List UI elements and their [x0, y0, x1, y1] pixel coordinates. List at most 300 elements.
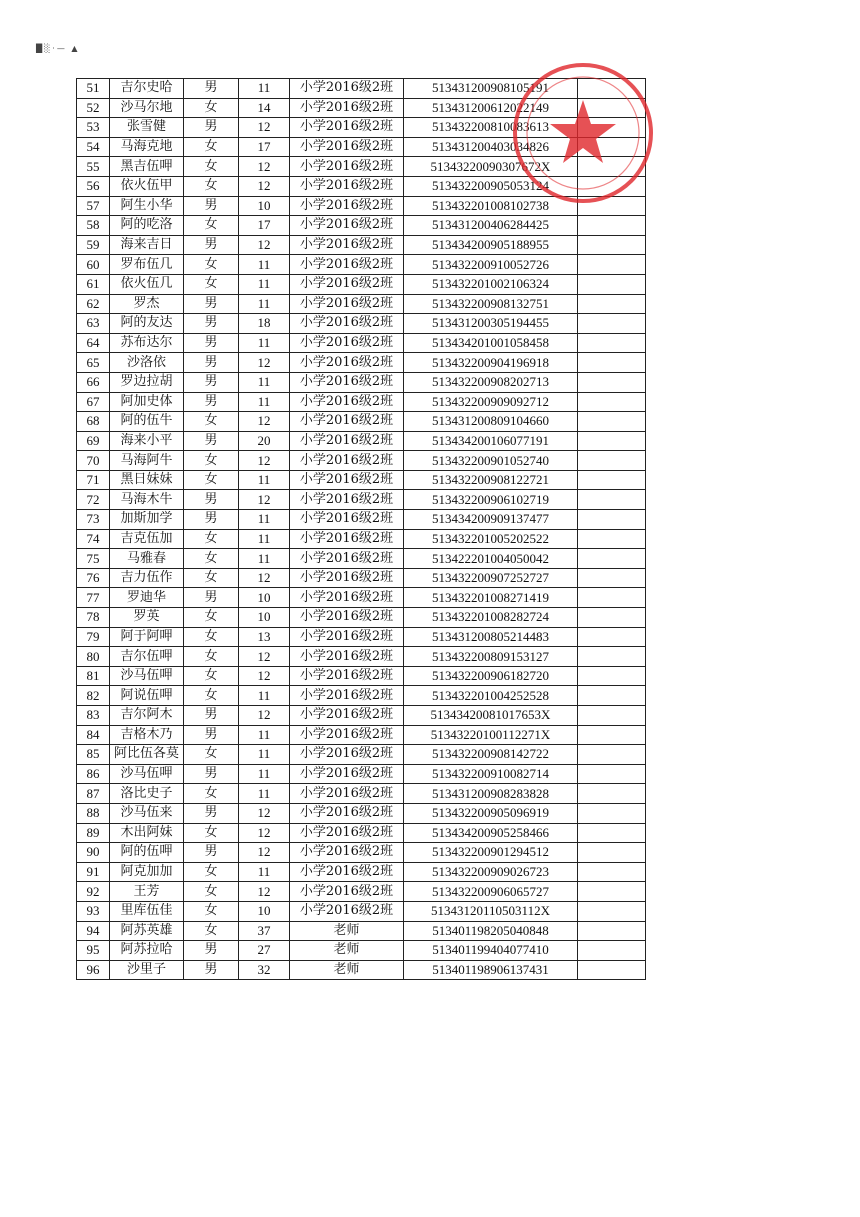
- row-number-cell: 63: [77, 314, 110, 334]
- age-cell: 12: [239, 647, 290, 667]
- row-number-cell: 62: [77, 294, 110, 314]
- row-number-cell: 91: [77, 862, 110, 882]
- student-name-cell: 罗边拉胡: [110, 372, 184, 392]
- age-cell: 12: [239, 118, 290, 138]
- table-row: [77, 274, 646, 294]
- age-cell: 11: [239, 549, 290, 569]
- gender-cell: 男: [184, 314, 239, 334]
- class-name-cell: 小学2016级2班: [290, 510, 404, 530]
- age-cell: 11: [239, 764, 290, 784]
- table-row: [77, 686, 646, 706]
- row-number-cell: 73: [77, 510, 110, 530]
- remarks-cell: [578, 647, 646, 667]
- row-number-cell: 92: [77, 882, 110, 902]
- row-number-cell: 60: [77, 255, 110, 275]
- id-number-cell: 513432200904196918: [404, 353, 578, 373]
- row-number-cell: 52: [77, 98, 110, 118]
- remarks-cell: [578, 686, 646, 706]
- gender-cell: 男: [184, 941, 239, 961]
- id-number-cell: 513432201008271419: [404, 588, 578, 608]
- table-row: [77, 862, 646, 882]
- table-row: [77, 98, 646, 118]
- remarks-cell: [578, 274, 646, 294]
- table-row: [77, 549, 646, 569]
- student-name-cell: 罗杰: [110, 294, 184, 314]
- student-name-cell: 沙洛依: [110, 353, 184, 373]
- gender-cell: 女: [184, 627, 239, 647]
- id-number-cell: 513432200909026723: [404, 862, 578, 882]
- age-cell: 10: [239, 901, 290, 921]
- class-name-cell: 小学2016级2班: [290, 98, 404, 118]
- remarks-cell: [578, 882, 646, 902]
- class-name-cell: 老师: [290, 921, 404, 941]
- table-row: [77, 843, 646, 863]
- student-name-cell: 王芳: [110, 882, 184, 902]
- gender-cell: 女: [184, 98, 239, 118]
- remarks-cell: [578, 451, 646, 471]
- class-name-cell: 小学2016级2班: [290, 823, 404, 843]
- gender-cell: 男: [184, 392, 239, 412]
- age-cell: 10: [239, 196, 290, 216]
- id-number-cell: 513434200905258466: [404, 823, 578, 843]
- remarks-cell: [578, 666, 646, 686]
- row-number-cell: 87: [77, 784, 110, 804]
- table-row: [77, 960, 646, 980]
- row-number-cell: 75: [77, 549, 110, 569]
- gender-cell: 女: [184, 470, 239, 490]
- table-row: [77, 666, 646, 686]
- gender-cell: 女: [184, 686, 239, 706]
- remarks-cell: [578, 862, 646, 882]
- row-number-cell: 77: [77, 588, 110, 608]
- gender-cell: 男: [184, 803, 239, 823]
- row-number-cell: 58: [77, 216, 110, 236]
- id-number-cell: 513432200809153127: [404, 647, 578, 667]
- table-row: [77, 157, 646, 177]
- student-name-cell: 阿的伍牛: [110, 412, 184, 432]
- remarks-cell: [578, 157, 646, 177]
- student-name-cell: 吉格木乃: [110, 725, 184, 745]
- id-number-cell: 51343420081017653X: [404, 706, 578, 726]
- remarks-cell: [578, 294, 646, 314]
- class-name-cell: 小学2016级2班: [290, 333, 404, 353]
- gender-cell: 女: [184, 745, 239, 765]
- id-number-cell: 513432200901052740: [404, 451, 578, 471]
- age-cell: 11: [239, 333, 290, 353]
- age-cell: 11: [239, 862, 290, 882]
- row-number-cell: 81: [77, 666, 110, 686]
- remarks-cell: [578, 353, 646, 373]
- gender-cell: 女: [184, 608, 239, 628]
- age-cell: 12: [239, 706, 290, 726]
- row-number-cell: 79: [77, 627, 110, 647]
- remarks-cell: [578, 137, 646, 157]
- table-row: [77, 294, 646, 314]
- class-name-cell: 小学2016级2班: [290, 137, 404, 157]
- id-number-cell: 513431200908105191: [404, 79, 578, 99]
- age-cell: 32: [239, 960, 290, 980]
- id-number-cell: 513401198906137431: [404, 960, 578, 980]
- age-cell: 11: [239, 745, 290, 765]
- age-cell: 12: [239, 490, 290, 510]
- student-name-cell: 阿说伍呷: [110, 686, 184, 706]
- student-name-cell: 罗英: [110, 608, 184, 628]
- student-name-cell: 吉尔伍呷: [110, 647, 184, 667]
- id-number-cell: 513432200906102719: [404, 490, 578, 510]
- gender-cell: 女: [184, 666, 239, 686]
- gender-cell: 女: [184, 255, 239, 275]
- id-number-cell: 513432200910082714: [404, 764, 578, 784]
- student-name-cell: 依火伍甲: [110, 176, 184, 196]
- row-number-cell: 89: [77, 823, 110, 843]
- class-name-cell: 小学2016级2班: [290, 372, 404, 392]
- table-row: [77, 490, 646, 510]
- table-row: [77, 255, 646, 275]
- student-name-cell: 苏布达尔: [110, 333, 184, 353]
- row-number-cell: 70: [77, 451, 110, 471]
- remarks-cell: [578, 588, 646, 608]
- student-name-cell: 沙马伍呷: [110, 666, 184, 686]
- gender-cell: 女: [184, 529, 239, 549]
- age-cell: 12: [239, 568, 290, 588]
- row-number-cell: 56: [77, 176, 110, 196]
- table-row: [77, 470, 646, 490]
- age-cell: 11: [239, 372, 290, 392]
- id-number-cell: 513431200305194455: [404, 314, 578, 334]
- age-cell: 11: [239, 470, 290, 490]
- student-name-cell: 阿的友达: [110, 314, 184, 334]
- id-number-cell: 513401198205040848: [404, 921, 578, 941]
- age-cell: 12: [239, 353, 290, 373]
- age-cell: 11: [239, 79, 290, 99]
- class-name-cell: 老师: [290, 941, 404, 961]
- remarks-cell: [578, 608, 646, 628]
- row-number-cell: 59: [77, 235, 110, 255]
- class-name-cell: 小学2016级2班: [290, 568, 404, 588]
- remarks-cell: [578, 960, 646, 980]
- row-number-cell: 84: [77, 725, 110, 745]
- class-name-cell: 小学2016级2班: [290, 196, 404, 216]
- age-cell: 11: [239, 255, 290, 275]
- id-number-cell: 513432201008102738: [404, 196, 578, 216]
- remarks-cell: [578, 510, 646, 530]
- gender-cell: 女: [184, 274, 239, 294]
- age-cell: 17: [239, 216, 290, 236]
- id-number-cell: 513434200909137477: [404, 510, 578, 530]
- student-name-cell: 马海阿牛: [110, 451, 184, 471]
- student-name-cell: 罗迪华: [110, 588, 184, 608]
- row-number-cell: 61: [77, 274, 110, 294]
- id-number-cell: 513401199404077410: [404, 941, 578, 961]
- table-row: [77, 764, 646, 784]
- class-name-cell: 小学2016级2班: [290, 431, 404, 451]
- age-cell: 12: [239, 176, 290, 196]
- id-number-cell: 513431200406284425: [404, 216, 578, 236]
- class-name-cell: 小学2016级2班: [290, 803, 404, 823]
- class-name-cell: 小学2016级2班: [290, 706, 404, 726]
- row-number-cell: 69: [77, 431, 110, 451]
- row-number-cell: 88: [77, 803, 110, 823]
- student-name-cell: 马海木牛: [110, 490, 184, 510]
- age-cell: 12: [239, 803, 290, 823]
- remarks-cell: [578, 490, 646, 510]
- table-row: [77, 510, 646, 530]
- gender-cell: 女: [184, 901, 239, 921]
- remarks-cell: [578, 745, 646, 765]
- class-name-cell: 小学2016级2班: [290, 862, 404, 882]
- gender-cell: 男: [184, 333, 239, 353]
- table-row: [77, 706, 646, 726]
- row-number-cell: 66: [77, 372, 110, 392]
- age-cell: 12: [239, 412, 290, 432]
- class-name-cell: 小学2016级2班: [290, 549, 404, 569]
- remarks-cell: [578, 823, 646, 843]
- age-cell: 11: [239, 510, 290, 530]
- student-name-cell: 黑吉伍呷: [110, 157, 184, 177]
- class-name-cell: 小学2016级2班: [290, 392, 404, 412]
- remarks-cell: [578, 216, 646, 236]
- gender-cell: 女: [184, 823, 239, 843]
- class-name-cell: 小学2016级2班: [290, 470, 404, 490]
- row-number-cell: 64: [77, 333, 110, 353]
- table-row: [77, 745, 646, 765]
- row-number-cell: 55: [77, 157, 110, 177]
- student-name-cell: 黑日妹妹: [110, 470, 184, 490]
- table-row: [77, 176, 646, 196]
- student-name-cell: 吉力伍作: [110, 568, 184, 588]
- student-roster-table: [76, 78, 646, 980]
- table-row: [77, 901, 646, 921]
- table-row: [77, 314, 646, 334]
- gender-cell: 女: [184, 216, 239, 236]
- gender-cell: 男: [184, 725, 239, 745]
- student-name-cell: 罗布伍几: [110, 255, 184, 275]
- gender-cell: 女: [184, 784, 239, 804]
- row-number-cell: 78: [77, 608, 110, 628]
- row-number-cell: 51: [77, 79, 110, 99]
- table-row: [77, 79, 646, 99]
- id-number-cell: 513434201001058458: [404, 333, 578, 353]
- gender-cell: 男: [184, 118, 239, 138]
- remarks-cell: [578, 333, 646, 353]
- roster-body: [77, 79, 646, 980]
- remarks-cell: [578, 372, 646, 392]
- gender-cell: 女: [184, 921, 239, 941]
- student-name-cell: 阿苏英雄: [110, 921, 184, 941]
- table-row: [77, 608, 646, 628]
- gender-cell: 男: [184, 431, 239, 451]
- gender-cell: 女: [184, 882, 239, 902]
- remarks-cell: [578, 568, 646, 588]
- remarks-cell: [578, 784, 646, 804]
- student-name-cell: 海来吉日: [110, 235, 184, 255]
- id-number-cell: 513432200908202713: [404, 372, 578, 392]
- age-cell: 11: [239, 725, 290, 745]
- row-number-cell: 96: [77, 960, 110, 980]
- table-row: [77, 803, 646, 823]
- class-name-cell: 小学2016级2班: [290, 451, 404, 471]
- id-number-cell: 513432200908132751: [404, 294, 578, 314]
- id-number-cell: 513432200906065727: [404, 882, 578, 902]
- table-row: [77, 216, 646, 236]
- remarks-cell: [578, 901, 646, 921]
- remarks-cell: [578, 392, 646, 412]
- remarks-cell: [578, 314, 646, 334]
- table-row: [77, 333, 646, 353]
- row-number-cell: 76: [77, 568, 110, 588]
- row-number-cell: 65: [77, 353, 110, 373]
- remarks-cell: [578, 470, 646, 490]
- gender-cell: 女: [184, 157, 239, 177]
- gender-cell: 女: [184, 549, 239, 569]
- student-name-cell: 洛比史子: [110, 784, 184, 804]
- class-name-cell: 小学2016级2班: [290, 588, 404, 608]
- remarks-cell: [578, 764, 646, 784]
- class-name-cell: 小学2016级2班: [290, 725, 404, 745]
- class-name-cell: 小学2016级2班: [290, 666, 404, 686]
- class-name-cell: 小学2016级2班: [290, 901, 404, 921]
- table-row: [77, 784, 646, 804]
- class-name-cell: 小学2016级2班: [290, 764, 404, 784]
- class-name-cell: 小学2016级2班: [290, 647, 404, 667]
- gender-cell: 男: [184, 235, 239, 255]
- remarks-cell: [578, 803, 646, 823]
- gender-cell: 男: [184, 490, 239, 510]
- class-name-cell: 小学2016级2班: [290, 235, 404, 255]
- class-name-cell: 小学2016级2班: [290, 745, 404, 765]
- class-name-cell: 小学2016级2班: [290, 157, 404, 177]
- remarks-cell: [578, 431, 646, 451]
- class-name-cell: 小学2016级2班: [290, 412, 404, 432]
- age-cell: 12: [239, 666, 290, 686]
- table-row: [77, 196, 646, 216]
- gender-cell: 女: [184, 647, 239, 667]
- id-number-cell: 513432201004252528: [404, 686, 578, 706]
- age-cell: 12: [239, 235, 290, 255]
- row-number-cell: 68: [77, 412, 110, 432]
- remarks-cell: [578, 921, 646, 941]
- student-name-cell: 沙马伍呷: [110, 764, 184, 784]
- class-name-cell: 小学2016级2班: [290, 529, 404, 549]
- id-number-cell: 513431200908283828: [404, 784, 578, 804]
- class-name-cell: 小学2016级2班: [290, 216, 404, 236]
- table-row: [77, 529, 646, 549]
- row-number-cell: 94: [77, 921, 110, 941]
- student-name-cell: 阿加史体: [110, 392, 184, 412]
- table-row: [77, 392, 646, 412]
- student-name-cell: 吉尔史哈: [110, 79, 184, 99]
- id-number-cell: 513431200403034826: [404, 137, 578, 157]
- remarks-cell: [578, 627, 646, 647]
- student-name-cell: 阿生小华: [110, 196, 184, 216]
- id-number-cell: 513431200809104660: [404, 412, 578, 432]
- id-number-cell: 513432200910052726: [404, 255, 578, 275]
- table-row: [77, 451, 646, 471]
- age-cell: 12: [239, 157, 290, 177]
- class-name-cell: 小学2016级2班: [290, 627, 404, 647]
- id-number-cell: 513432200810083613: [404, 118, 578, 138]
- row-number-cell: 85: [77, 745, 110, 765]
- row-number-cell: 95: [77, 941, 110, 961]
- gender-cell: 男: [184, 588, 239, 608]
- age-cell: 11: [239, 294, 290, 314]
- row-number-cell: 57: [77, 196, 110, 216]
- id-number-cell: 513432200909092712: [404, 392, 578, 412]
- remarks-cell: [578, 98, 646, 118]
- student-name-cell: 依火伍几: [110, 274, 184, 294]
- remarks-cell: [578, 529, 646, 549]
- age-cell: 11: [239, 784, 290, 804]
- age-cell: 17: [239, 137, 290, 157]
- class-name-cell: 小学2016级2班: [290, 784, 404, 804]
- row-number-cell: 93: [77, 901, 110, 921]
- age-cell: 11: [239, 392, 290, 412]
- remarks-cell: [578, 706, 646, 726]
- student-name-cell: 海来小平: [110, 431, 184, 451]
- student-name-cell: 沙马伍来: [110, 803, 184, 823]
- student-name-cell: 阿的吃洛: [110, 216, 184, 236]
- row-number-cell: 86: [77, 764, 110, 784]
- student-name-cell: 阿于阿呷: [110, 627, 184, 647]
- table-row: [77, 588, 646, 608]
- row-number-cell: 82: [77, 686, 110, 706]
- id-number-cell: 513432200901294512: [404, 843, 578, 863]
- class-name-cell: 小学2016级2班: [290, 255, 404, 275]
- table-row: [77, 235, 646, 255]
- class-name-cell: 小学2016级2班: [290, 314, 404, 334]
- class-name-cell: 小学2016级2班: [290, 608, 404, 628]
- gender-cell: 女: [184, 412, 239, 432]
- student-name-cell: 吉尔阿木: [110, 706, 184, 726]
- gender-cell: 男: [184, 196, 239, 216]
- remarks-cell: [578, 176, 646, 196]
- student-name-cell: 张雪健: [110, 118, 184, 138]
- student-name-cell: 马雅春: [110, 549, 184, 569]
- remarks-cell: [578, 412, 646, 432]
- gender-cell: 男: [184, 294, 239, 314]
- id-number-cell: 513434200106077191: [404, 431, 578, 451]
- table-row: [77, 823, 646, 843]
- table-row: [77, 627, 646, 647]
- age-cell: 27: [239, 941, 290, 961]
- class-name-cell: 小学2016级2班: [290, 294, 404, 314]
- student-name-cell: 阿比伍各莫: [110, 745, 184, 765]
- row-number-cell: 53: [77, 118, 110, 138]
- age-cell: 12: [239, 823, 290, 843]
- age-cell: 12: [239, 843, 290, 863]
- table-row: [77, 921, 646, 941]
- table-row: [77, 372, 646, 392]
- table-row: [77, 118, 646, 138]
- row-number-cell: 80: [77, 647, 110, 667]
- table-row: [77, 647, 646, 667]
- age-cell: 11: [239, 274, 290, 294]
- table-row: [77, 725, 646, 745]
- gender-cell: 男: [184, 843, 239, 863]
- scan-artifact: █░·— ▲: [36, 44, 80, 53]
- gender-cell: 男: [184, 372, 239, 392]
- age-cell: 20: [239, 431, 290, 451]
- student-name-cell: 沙马尔地: [110, 98, 184, 118]
- student-name-cell: 马海克地: [110, 137, 184, 157]
- row-number-cell: 54: [77, 137, 110, 157]
- student-name-cell: 沙里子: [110, 960, 184, 980]
- gender-cell: 女: [184, 137, 239, 157]
- student-name-cell: 里库伍佳: [110, 901, 184, 921]
- id-number-cell: 513432201008282724: [404, 608, 578, 628]
- row-number-cell: 74: [77, 529, 110, 549]
- class-name-cell: 小学2016级2班: [290, 118, 404, 138]
